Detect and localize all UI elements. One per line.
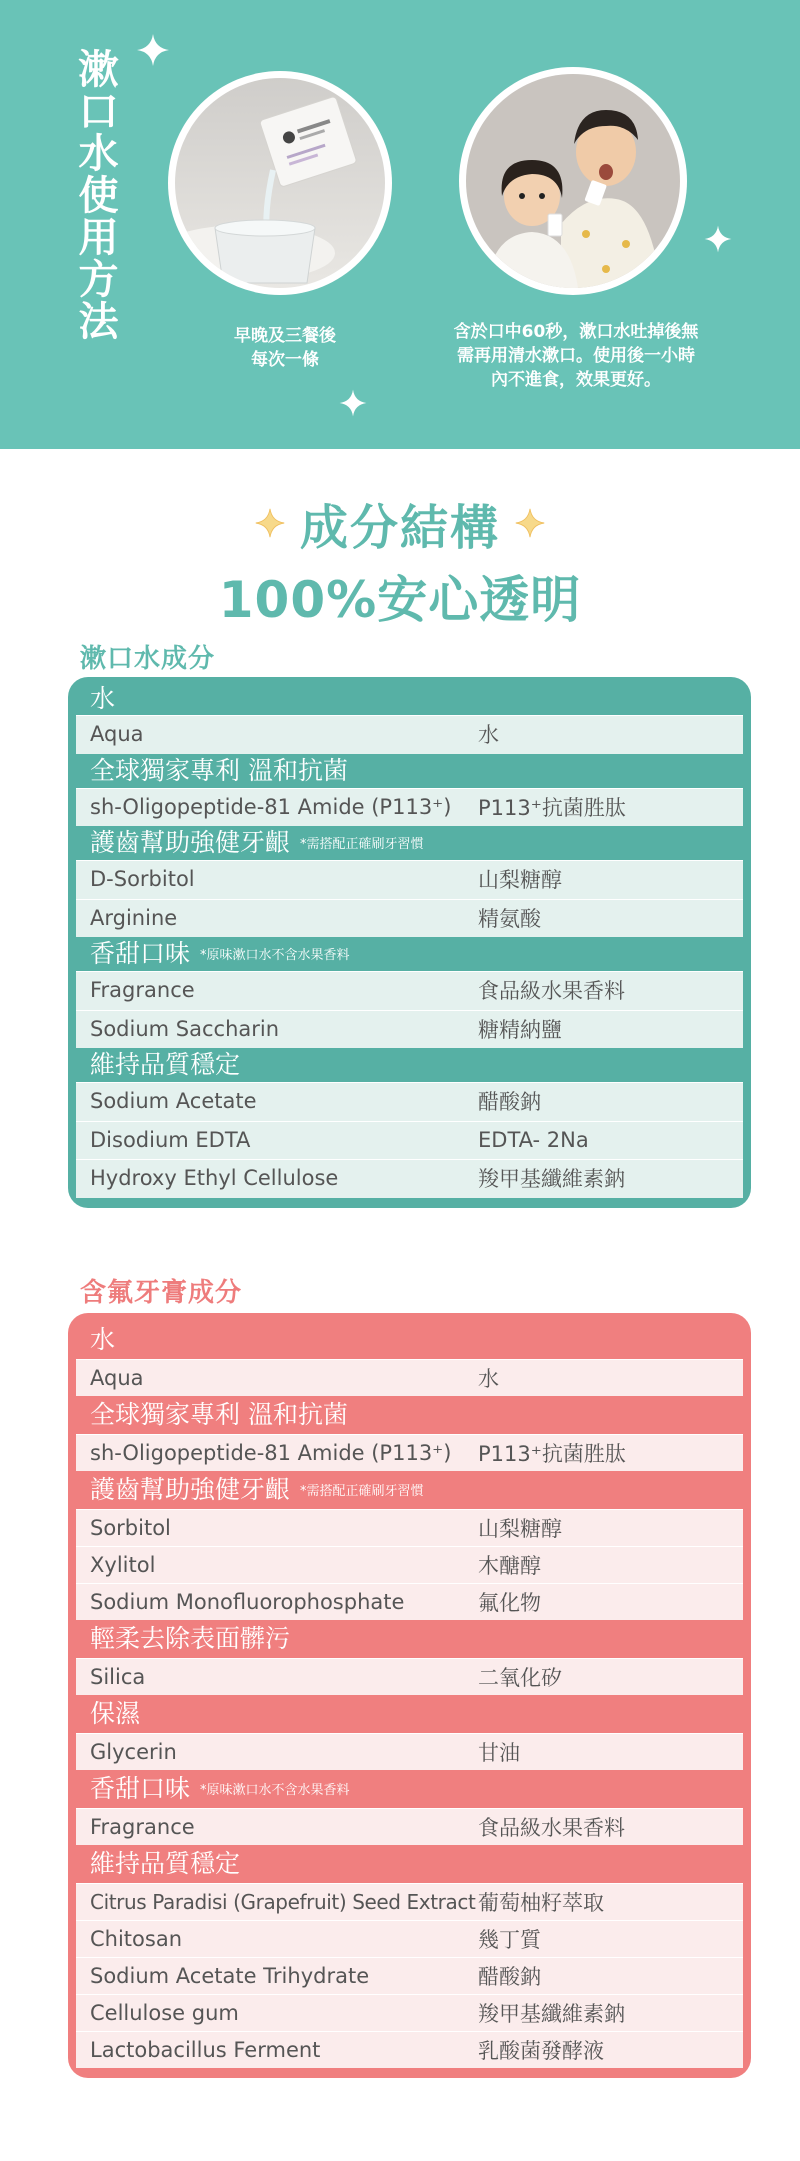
- category-label: 水: [90, 1325, 116, 1354]
- category-header: [76, 1048, 743, 1082]
- ingredients-heading: [0, 492, 800, 632]
- usage-step1-line: 早晚及三餐後: [234, 326, 336, 346]
- ingredient-english-name: sh-Oligopeptide-81 Amide (P113⁺): [90, 794, 452, 819]
- category-note: *原味漱口水不含水果香料: [200, 948, 350, 963]
- ingredient-english-name: Chitosan: [90, 1926, 183, 1951]
- ingredient-row: [76, 2031, 743, 2068]
- category-label: 輕柔去除表面髒污: [90, 1624, 291, 1653]
- sparkle-icon: [703, 224, 733, 254]
- category-header: [76, 754, 743, 788]
- category-header: [76, 685, 743, 715]
- ingredient-chinese-name: 葡萄柚籽萃取: [478, 1890, 604, 1915]
- ingredient-chinese-name: 山梨糖醇: [478, 868, 562, 893]
- ingredient-row: [76, 971, 743, 1010]
- toothpaste-ingredient-table: [68, 1313, 751, 2078]
- ingredient-row: [76, 1010, 743, 1049]
- ingredient-chinese-name: 精氨酸: [478, 906, 541, 931]
- ingredient-english-name: Disodium EDTA: [90, 1127, 251, 1152]
- ingredient-chinese-name: 醋酸鈉: [478, 1090, 541, 1115]
- pour-photo: [168, 71, 392, 295]
- category-label: 全球獨家專利 溫和抗菌: [90, 755, 348, 785]
- ingredient-row: [76, 1159, 743, 1198]
- star-icon: [254, 507, 286, 539]
- ingredient-chinese-name: 氟化物: [478, 1590, 541, 1615]
- ingredient-chinese-name: 食品級水果香料: [478, 1815, 625, 1840]
- ingredient-chinese-name: 甘油: [478, 1740, 520, 1765]
- ingredients-subtitle: 100%安心透明: [218, 571, 582, 629]
- ingredient-chinese-name: 山梨糖醇: [478, 1516, 562, 1541]
- category-header: [76, 826, 743, 860]
- ingredient-row: [76, 1434, 743, 1471]
- ingredient-english-name: D-Sorbitol: [90, 867, 195, 892]
- ingredient-row: [76, 1359, 743, 1396]
- ingredient-english-name: Hydroxy Ethyl Cellulose: [90, 1166, 339, 1191]
- category-label: 護齒幫助強健牙齦: [90, 828, 291, 857]
- category-header: [76, 1770, 743, 1808]
- category-label: 護齒幫助強健牙齦: [90, 1475, 291, 1504]
- ingredients-title: 成分結構: [299, 499, 500, 556]
- mouthwash-ingredient-table: [68, 677, 751, 1208]
- ingredient-english-name: Lactobacillus Ferment: [90, 2037, 321, 2062]
- category-header: [76, 1321, 743, 1359]
- category-header: [76, 1845, 743, 1883]
- ingredient-english-name: Sorbitol: [90, 1515, 171, 1540]
- ingredient-english-name: Citrus Paradisi (Grapefruit) Seed Extract: [90, 1889, 476, 1914]
- ingredient-chinese-name: P113⁺抗菌胜肽: [478, 1441, 626, 1466]
- category-label: 香甜口味: [90, 1774, 191, 1803]
- ingredient-english-name: Cellulose gum: [90, 2000, 239, 2025]
- sparkle-icon: [135, 32, 171, 68]
- usage-step1-text: [190, 324, 380, 372]
- mouthwash-label: 漱口水成分: [80, 644, 216, 674]
- ingredient-english-name: Fragrance: [90, 978, 195, 1003]
- ingredient-row: [76, 860, 743, 899]
- ingredient-chinese-name: P113⁺抗菌胜肽: [478, 795, 626, 820]
- usage-section: [0, 0, 800, 449]
- ingredient-chinese-name: 醋酸鈉: [478, 1964, 541, 1989]
- ingredient-chinese-name: 羧甲基纖維素鈉: [478, 1167, 625, 1192]
- category-label: 香甜口味: [90, 939, 191, 968]
- category-header: [76, 1471, 743, 1509]
- ingredient-row: [76, 1546, 743, 1583]
- category-label: 保濕: [90, 1699, 141, 1728]
- ingredient-chinese-name: 木醣醇: [478, 1553, 541, 1578]
- category-header: [76, 1620, 743, 1658]
- category-note: *需搭配正確刷牙習慣: [300, 1484, 424, 1499]
- ingredient-chinese-name: 乳酸菌發酵液: [478, 2038, 604, 2063]
- ingredient-english-name: sh-Oligopeptide-81 Amide (P113⁺): [90, 1440, 452, 1465]
- ingredient-english-name: Fragrance: [90, 1814, 195, 1839]
- ingredient-chinese-name: 二氧化矽: [478, 1665, 562, 1690]
- ingredient-english-name: Aqua: [90, 722, 144, 747]
- sparkle-icon: [338, 388, 368, 418]
- ingredient-row: [76, 788, 743, 827]
- usage-step2-line: 需再用清水漱口。使用後一小時: [457, 346, 695, 366]
- ingredient-chinese-name: 水: [478, 723, 499, 748]
- category-header: [76, 1695, 743, 1733]
- ingredient-chinese-name: 糖精納鹽: [478, 1017, 562, 1042]
- ingredient-row: [76, 1082, 743, 1121]
- usage-step2-line: 內不進食，效果更好。: [491, 370, 661, 390]
- ingredient-chinese-name: 水: [478, 1366, 499, 1391]
- ingredient-row: [76, 1920, 743, 1957]
- toothpaste-label: 含氟牙膏成分: [80, 1278, 243, 1308]
- category-label: 維持品質穩定: [90, 1050, 241, 1079]
- ingredient-english-name: Glycerin: [90, 1739, 177, 1764]
- ingredient-row: [76, 1583, 743, 1620]
- ingredient-english-name: Sodium Acetate: [90, 1089, 257, 1114]
- ingredient-row: [76, 715, 743, 754]
- ingredient-english-name: Sodium Monofluorophosphate: [90, 1589, 405, 1614]
- ingredient-english-name: Sodium Acetate Trihydrate: [90, 1963, 370, 1988]
- ingredient-english-name: Sodium Saccharin: [90, 1016, 280, 1041]
- ingredient-row: [76, 1994, 743, 2031]
- ingredient-chinese-name: 幾丁質: [478, 1927, 541, 1952]
- ingredient-row: [76, 1883, 743, 1920]
- star-icon: [514, 507, 546, 539]
- ingredient-row: [76, 1957, 743, 1994]
- ingredient-row: [76, 1658, 743, 1695]
- usage-step1-line: 每次一條: [251, 350, 319, 370]
- category-label: 維持品質穩定: [90, 1849, 241, 1878]
- children-photo: [459, 67, 687, 295]
- ingredient-english-name: Silica: [90, 1664, 146, 1689]
- ingredient-chinese-name: 食品級水果香料: [478, 979, 625, 1004]
- category-header: [76, 937, 743, 971]
- ingredient-chinese-name: 羧甲基纖維素鈉: [478, 2001, 625, 2026]
- ingredient-english-name: Aqua: [90, 1365, 144, 1390]
- ingredient-row: [76, 1121, 743, 1160]
- category-label: 水: [90, 684, 116, 713]
- usage-step2-line: 含於口中60秒，漱口水吐掉後無: [453, 322, 699, 342]
- ingredient-english-name: Arginine: [90, 905, 178, 930]
- category-label: 全球獨家專利 溫和抗菌: [90, 1400, 348, 1429]
- ingredient-row: [76, 1808, 743, 1845]
- ingredient-english-name: Xylitol: [90, 1552, 156, 1577]
- ingredient-row: [76, 899, 743, 938]
- category-note: *原味漱口水不含水果香料: [200, 1783, 350, 1798]
- ingredient-row: [76, 1733, 743, 1770]
- ingredient-row: [76, 1509, 743, 1546]
- category-header: [76, 1396, 743, 1434]
- ingredient-chinese-name: EDTA- 2Na: [478, 1127, 589, 1152]
- category-note: *需搭配正確刷牙習慣: [300, 837, 424, 852]
- usage-title: 漱口水使用方法: [72, 48, 118, 342]
- usage-step2-text: [416, 320, 736, 392]
